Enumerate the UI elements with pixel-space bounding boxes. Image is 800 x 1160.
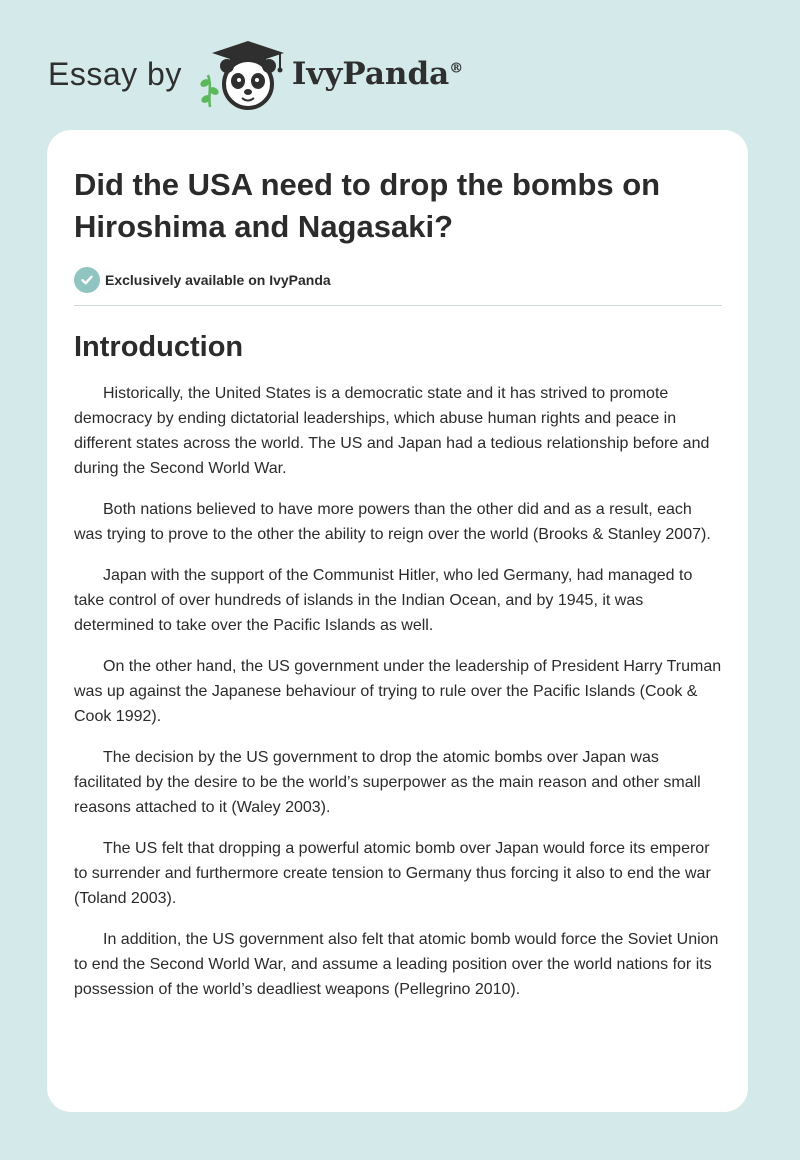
- section-heading: Introduction: [74, 331, 244, 363]
- essay-title: Did the USA need to drop the bombs on Hiroshima and Nagasaki?: [74, 167, 661, 244]
- badge-text: Exclusively available on IvyPanda: [105, 272, 331, 288]
- registered-mark: ®: [449, 60, 464, 77]
- paragraph: In addition, the US government also felt that atomic bomb would force the Soviet Union to end the Second World War, and assume a leading position over the world nations for its possession of the world’s deadliest weapons (Pellegrino 2010).: [74, 931, 719, 998]
- paragraph: On the other hand, the US government under the leadership of President Harry Truman was up against the Japanese behaviour of trying to rule over the Pacific Islands (Cook & Cook 1992).: [74, 658, 722, 725]
- panda-logo-icon: [198, 37, 288, 111]
- paragraph: The decision by the US government to drop the atomic bombs over Japan was facilitated by the desire to be the world’s superpower as the main reason and other small reasons attached to it (Waley 2003).: [74, 749, 701, 816]
- brand-prefix: Essay by: [48, 55, 182, 92]
- check-circle-icon: [74, 267, 100, 293]
- exclusive-badge: [74, 267, 722, 306]
- brand-name: IvyPanda®: [291, 56, 464, 92]
- essay-body: [74, 381, 722, 1002]
- paragraph: Japan with the support of the Communist Hitler, who led Germany, had managed to take control of over hundreds of islands in the Indian Ocean, and by 1945, it was determined to take over the Pacific Islands as well.: [74, 567, 693, 634]
- paragraph: The US felt that dropping a powerful atomic bomb over Japan would force its emperor to surrender and furthermore create tension to Germany thus forcing it also to end the war (Toland 2003).: [74, 840, 711, 907]
- essay-card: [47, 130, 748, 1112]
- brand-header: [48, 34, 463, 114]
- paragraph: Both nations believed to have more powers than the other did and as a result, each was trying to prove to the other the ability to reign over the world (Brooks & Stanley 2007).: [74, 501, 711, 543]
- paragraph: Historically, the United States is a democratic state and it has strived to promote democracy by ending dictatorial leaderships, which abuse human rights and peace in different states across the world. The US and Japan had a tedious relationship before and during the Second World War.: [74, 385, 710, 477]
